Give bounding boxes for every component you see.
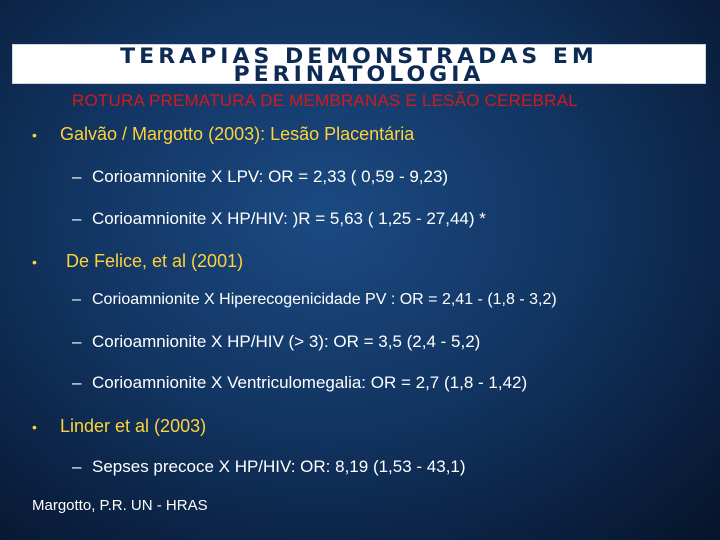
item-sepses: Sepses precoce X HP/HIV: OR: 8,19 (1,53 - 43,1) (92, 457, 466, 476)
item-ventriculomegalia: Corioamnionite X Ventriculomegalia: OR = 2,7 (1,8 - 1,42) (92, 373, 528, 392)
dash-1: – (72, 167, 82, 186)
slide-footer: Margotto, P.R. UN - HRAS (32, 497, 208, 514)
banner-line-2: PERINATOLOGIA (233, 63, 485, 83)
dash-5: – (72, 373, 82, 392)
bullet-2: • (32, 254, 37, 270)
item-hp-hiv: Corioamnionite X HP/HIV: )R = 5,63 ( 1,25 - 27,44) * (92, 209, 486, 228)
banner-line-1: TERAPIAS DEMONSTRADAS EM (120, 45, 598, 69)
dash-2: – (72, 209, 82, 228)
item-lpv: Corioamnionite X LPV: OR = 2,33 ( 0,59 - 9,23) (92, 167, 449, 186)
item-de-felice: De Felice, et al (2001) (66, 251, 244, 271)
dash-3: – (72, 291, 81, 308)
item-hp-hiv-3: Corioamnionite X HP/HIV (> 3): OR = 3,5 (2,4 - 5,2) (92, 332, 481, 351)
dash-6: – (72, 457, 82, 476)
slide-subtitle: ROTURA PREMATURA DE MEMBRANAS E LESÃO CEREBRAL (72, 91, 578, 110)
bullet-1: • (32, 127, 37, 143)
bullet-3: • (32, 419, 37, 435)
title-banner-text (13, 46, 705, 82)
item-linder: Linder et al (2003) (60, 416, 207, 436)
title-banner (12, 44, 706, 84)
item-hiperecogenicidade: Corioamnionite X Hiperecogenicidade PV : OR = 2,41 - (1,8 - 3,2) (92, 291, 557, 308)
dash-4: – (72, 332, 82, 351)
item-galvao: Galvão / Margotto (2003): Lesão Placentária (60, 124, 415, 144)
